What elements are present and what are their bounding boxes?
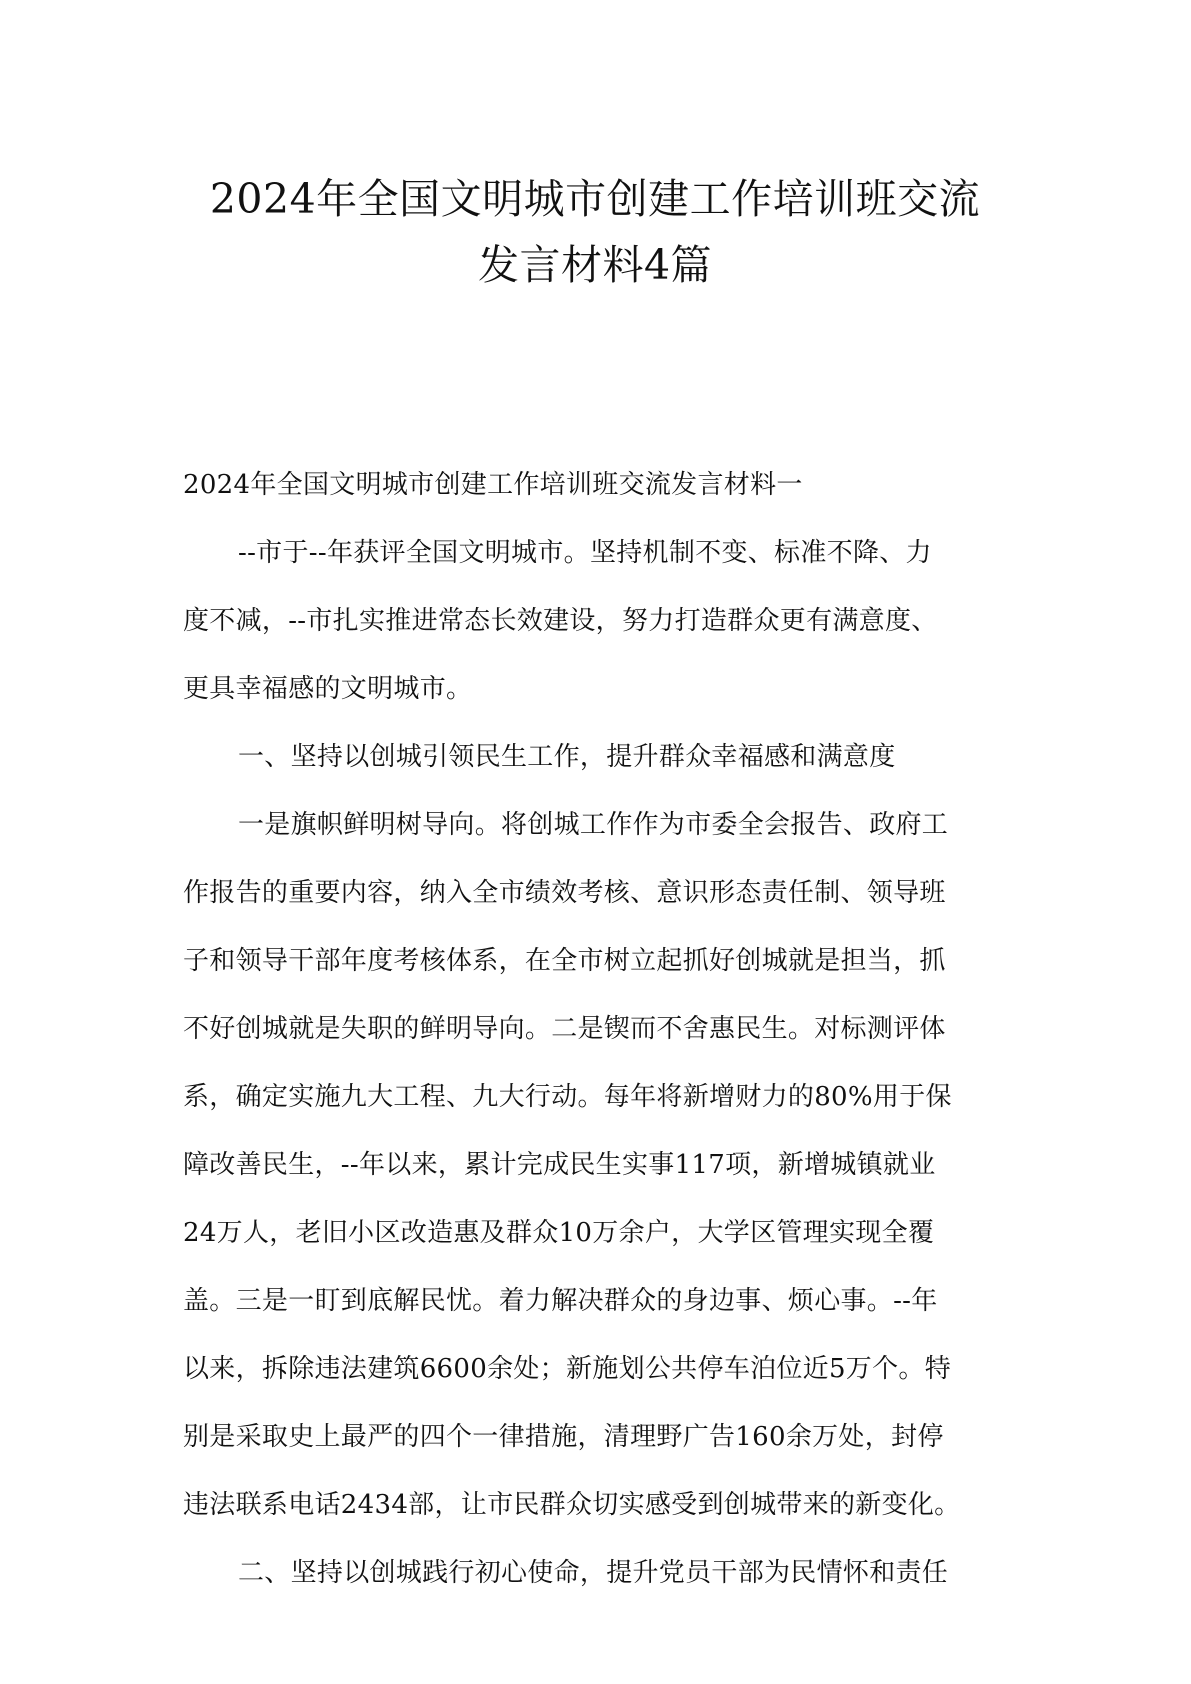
paragraph-line: 不好创城就是失职的鲜明导向。二是锲而不舍惠民生。对标测评体 (183, 1014, 946, 1044)
paragraph-line: 度不减，--市扎实推进常态长效建设，努力打造群众更有满意度、 (183, 606, 938, 636)
paragraph-line: 一是旗帜鲜明树导向。将创城工作作为市委全会报告、政府工 (238, 810, 949, 840)
paragraph-line: 以来，拆除违法建筑6600余处；新施划公共停车泊位近5万个。特 (183, 1354, 952, 1384)
paragraph-line: 子和领导干部年度考核体系，在全市树立起抓好创城就是担当，抓 (183, 946, 946, 976)
paragraph-line: 盖。三是一盯到底解民忧。着力解决群众的身边事、烦心事。--年 (183, 1286, 938, 1316)
paragraph-line: 24万人，老旧小区改造惠及群众10万余户，大学区管理实现全覆 (183, 1218, 935, 1248)
paragraph-line: 更具幸福感的文明城市。 (183, 674, 473, 704)
paragraph-line: --市于--年获评全国文明城市。坚持机制不变、标准不降、力 (238, 538, 932, 568)
paragraph-line: 障改善民生，--年以来，累计完成民生实事117项，新增城镇就业 (183, 1150, 936, 1180)
title-line-1: 2024年全国文明城市创建工作培训班交流 (209, 175, 981, 223)
document-title (150, 166, 1040, 298)
subsection-heading: 二、坚持以创城践行初心使命，提升党员干部为民情怀和责任 (238, 1558, 949, 1588)
paragraph-line: 违法联系电话2434部，让市民群众切实感受到创城带来的新变化。 (183, 1490, 961, 1520)
document-body (183, 451, 1013, 1607)
title-line-2: 发言材料4篇 (477, 241, 713, 289)
section-heading: 2024年全国文明城市创建工作培训班交流发言材料一 (183, 470, 803, 500)
subsection-heading: 一、坚持以创城引领民生工作，提升群众幸福感和满意度 (238, 742, 896, 772)
paragraph-line: 作报告的重要内容，纳入全市绩效考核、意识形态责任制、领导班 (183, 878, 946, 908)
paragraph-line: 别是采取史上最严的四个一律措施，清理野广告160余万处，封停 (183, 1422, 944, 1452)
paragraph-line: 系，确定实施九大工程、九大行动。每年将新增财力的80%用于保 (183, 1082, 952, 1112)
